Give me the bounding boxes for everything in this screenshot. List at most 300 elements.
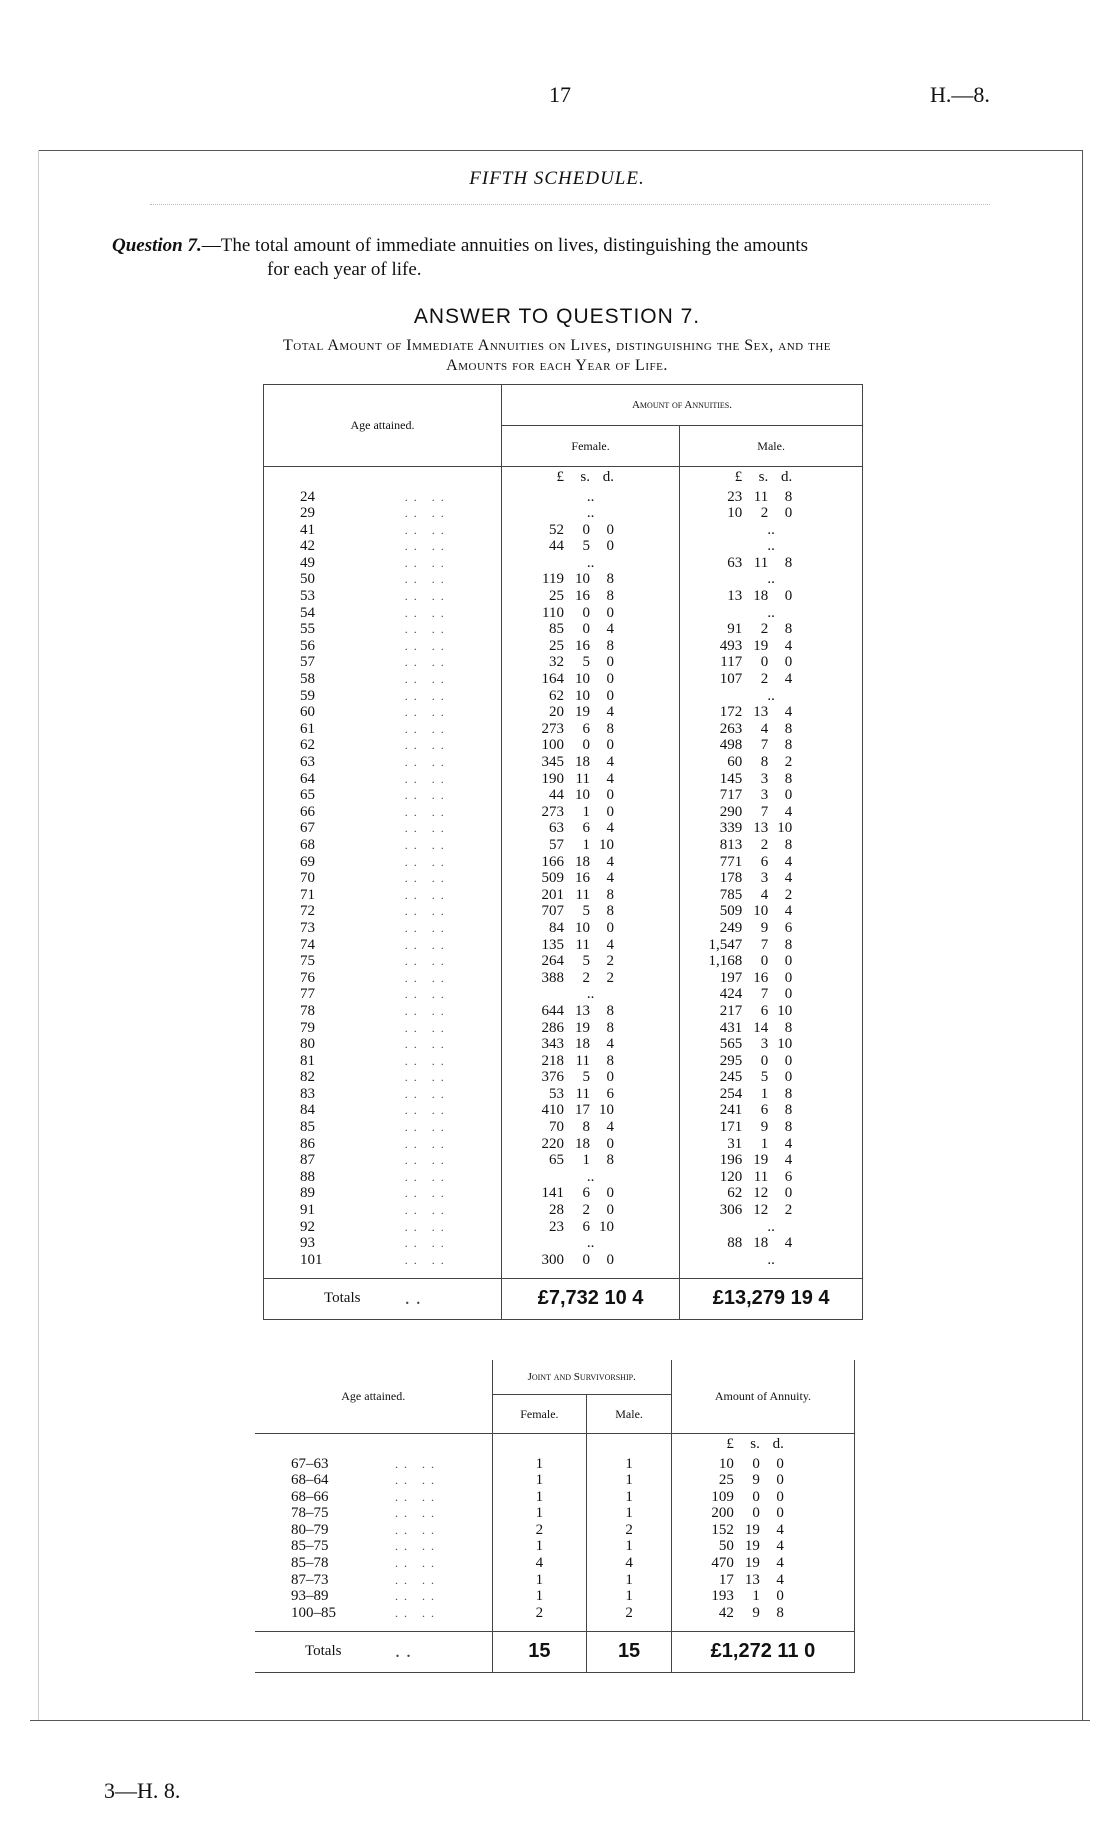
- totals-leader: ..: [405, 1278, 502, 1319]
- male-amount-cell: 62 12 0: [680, 1185, 863, 1202]
- age-pair-cell: 68–64: [291, 1472, 329, 1489]
- age-cell: 57: [264, 654, 405, 671]
- table-row: [255, 1605, 855, 1622]
- female-amount-cell: 53 11 6: [501, 1086, 679, 1103]
- male-amount-cell: 23 11 8: [680, 489, 863, 506]
- table-row: [264, 1136, 863, 1153]
- age-cell: 68: [264, 837, 405, 854]
- age-cell: 79: [264, 1020, 405, 1037]
- female-amount-cell: 28 2 0: [501, 1202, 679, 1219]
- female-amount-cell: 85 0 4: [501, 621, 679, 638]
- table-row: [264, 1069, 863, 1086]
- age-cell: 92: [264, 1219, 405, 1236]
- age-cell: 87: [264, 1152, 405, 1169]
- female-count-cell: 2: [492, 1522, 587, 1539]
- male-amount-cell: 91 2 8: [680, 621, 863, 638]
- col-female-header: Female.: [501, 426, 679, 467]
- age-cell: 65: [264, 787, 405, 804]
- female-amount-cell: 23 6 10: [501, 1219, 679, 1236]
- table-row: [264, 1053, 863, 1070]
- female-amount-cell: 65 1 8: [501, 1152, 679, 1169]
- totals-female: £7,732 10 4: [501, 1278, 679, 1319]
- annuity-amount-cell: 470 19 4: [671, 1555, 854, 1572]
- table-row: [264, 621, 863, 638]
- age-cell: 83: [264, 1086, 405, 1103]
- leader-dots: .. ..: [405, 970, 502, 987]
- question-block: [112, 234, 1012, 282]
- leader-dots: .. ..: [405, 671, 502, 688]
- table-row: [264, 721, 863, 738]
- leader-dots: .. ..: [405, 903, 502, 920]
- table-row: [264, 754, 863, 771]
- leader-dots: .. ..: [405, 1202, 502, 1219]
- male-amount-cell: 13 18 0: [680, 588, 863, 605]
- t2-col-joint-header: Joint and Survivorship.: [492, 1360, 671, 1395]
- table-row: [255, 1456, 855, 1473]
- annuity-amount-cell: 10 0 0: [671, 1456, 854, 1473]
- subtitle-line-1: Total Amount of Immediate Annuities on Lives, distinguishing the Sex, and the: [282, 337, 832, 354]
- age-pair-cell: 68–66: [291, 1488, 329, 1505]
- male-amount-cell: 290 7 4: [680, 804, 863, 821]
- annuity-amount-cell: 200 0 0: [671, 1505, 854, 1522]
- female-amount-cell: 141 6 0: [501, 1185, 679, 1202]
- empty-marker: ..: [767, 604, 775, 621]
- table-row: [255, 1472, 855, 1489]
- female-amount-cell: 44 5 0: [501, 538, 679, 555]
- age-pair-cell: 100–85: [291, 1604, 336, 1621]
- col-amount-header: Amount of Annuities.: [501, 385, 862, 426]
- male-amount-cell: 295 0 0: [680, 1053, 863, 1070]
- male-amount-cell: 245 5 0: [680, 1069, 863, 1086]
- annuity-amount-cell: 42 9 8: [671, 1605, 854, 1622]
- leader-dots: .. ..: [405, 1169, 502, 1186]
- male-amount-cell: 120 11 6: [680, 1169, 863, 1186]
- table-row: [264, 704, 863, 721]
- female-count-cell: 1: [492, 1505, 587, 1522]
- leader-dots: .. ..: [395, 1472, 492, 1489]
- male-count-cell: 4: [587, 1555, 672, 1572]
- t2-unit-header: £ s. d.: [671, 1434, 854, 1456]
- leader-dots: .. ..: [405, 887, 502, 904]
- male-amount-cell: 117 0 0: [680, 654, 863, 671]
- t2-totals-male: 15: [587, 1631, 672, 1672]
- leader-dots: .. ..: [405, 1020, 502, 1037]
- age-cell: 84: [264, 1102, 405, 1119]
- male-amount-cell: 196 19 4: [680, 1152, 863, 1169]
- age-cell: 62: [264, 737, 405, 754]
- table-row: [255, 1505, 855, 1522]
- empty-marker: ..: [767, 538, 775, 555]
- male-amount-cell: 493 19 4: [680, 638, 863, 655]
- age-cell: 91: [264, 1202, 405, 1219]
- age-cell: 64: [264, 771, 405, 788]
- table-row: [264, 505, 863, 522]
- divider: [150, 204, 990, 205]
- age-cell: 54: [264, 605, 405, 622]
- leader-dots: .. ..: [405, 920, 502, 937]
- male-amount-cell: [680, 1252, 863, 1269]
- table-row: [264, 638, 863, 655]
- female-count-cell: 1: [492, 1456, 587, 1473]
- table-row: [255, 1572, 855, 1589]
- annuity-amount-cell: 25 9 0: [671, 1472, 854, 1489]
- schedule-title: FIFTH SCHEDULE.: [469, 168, 645, 189]
- female-amount-cell: 410 17 10: [501, 1102, 679, 1119]
- table-row: [255, 1489, 855, 1506]
- frame-right-rule: [1082, 150, 1083, 1720]
- empty-marker: ..: [767, 687, 775, 704]
- table-row: [264, 605, 863, 622]
- leader-dots: .. ..: [405, 505, 502, 522]
- leader-dots: .. ..: [405, 1136, 502, 1153]
- leader-dots: .. ..: [405, 1235, 502, 1252]
- empty-marker: ..: [767, 1251, 775, 1268]
- t2-totals-amount: £1,272 11 0: [671, 1631, 854, 1672]
- leader-dots: .. ..: [395, 1605, 492, 1622]
- male-amount-cell: 254 1 8: [680, 1086, 863, 1103]
- age-cell: 74: [264, 937, 405, 954]
- annuity-amount-cell: 17 13 4: [671, 1572, 854, 1589]
- female-amount-cell: 164 10 0: [501, 671, 679, 688]
- leader-dots: .. ..: [405, 1069, 502, 1086]
- totals-label: Totals: [264, 1278, 405, 1319]
- male-count-cell: 1: [587, 1505, 672, 1522]
- leader-dots: .. ..: [405, 1152, 502, 1169]
- col-age-header: Age attained.: [264, 385, 502, 467]
- answer-subtitle: [100, 336, 1014, 376]
- leader-dots: .. ..: [405, 854, 502, 871]
- female-amount-cell: 32 5 0: [501, 654, 679, 671]
- table-row: [264, 671, 863, 688]
- female-count-cell: 1: [492, 1472, 587, 1489]
- male-amount-cell: 813 2 8: [680, 837, 863, 854]
- table-row: [264, 1169, 863, 1186]
- male-count-cell: 1: [587, 1572, 672, 1589]
- female-count-cell: 1: [492, 1538, 587, 1555]
- table-row: [264, 571, 863, 588]
- leader-dots: .. ..: [405, 1003, 502, 1020]
- question-text-2: for each year of life.: [267, 259, 422, 280]
- leader-dots: .. ..: [405, 522, 502, 539]
- annuity-amount-cell: 109 0 0: [671, 1489, 854, 1506]
- leader-dots: .. ..: [405, 1119, 502, 1136]
- age-cell: 50: [264, 571, 405, 588]
- female-amount-cell: 644 13 8: [501, 1003, 679, 1020]
- table-row: [264, 538, 863, 555]
- table-row: [264, 771, 863, 788]
- female-amount-cell: [501, 1235, 679, 1252]
- table-row: [264, 804, 863, 821]
- male-amount-cell: [680, 522, 863, 539]
- table-row: [264, 787, 863, 804]
- female-amount-cell: 119 10 8: [501, 571, 679, 588]
- table-row: [264, 1219, 863, 1236]
- male-amount-cell: 771 6 4: [680, 854, 863, 871]
- table-row: [264, 1235, 863, 1252]
- question-label: Question 7.: [112, 235, 202, 256]
- age-pair-cell: 87–73: [291, 1571, 329, 1588]
- leader-dots: .. ..: [405, 986, 502, 1003]
- leader-dots: .. ..: [405, 1086, 502, 1103]
- table-row: [264, 688, 863, 705]
- male-amount-cell: [680, 688, 863, 705]
- empty-marker: ..: [767, 1218, 775, 1235]
- age-cell: 93: [264, 1235, 405, 1252]
- female-amount-cell: 63 6 4: [501, 820, 679, 837]
- age-pair-cell: 85–75: [291, 1538, 329, 1555]
- male-unit-header: £ s. d.: [680, 467, 863, 489]
- female-unit-header: £ s. d.: [501, 467, 679, 489]
- male-amount-cell: [680, 571, 863, 588]
- table-row: [264, 1020, 863, 1037]
- age-cell: 75: [264, 953, 405, 970]
- leader-dots: .. ..: [405, 588, 502, 605]
- female-amount-cell: 135 11 4: [501, 937, 679, 954]
- male-amount-cell: 171 9 8: [680, 1119, 863, 1136]
- female-amount-cell: [501, 489, 679, 506]
- age-cell: 70: [264, 870, 405, 887]
- age-cell: 85: [264, 1119, 405, 1136]
- male-count-cell: 2: [587, 1522, 672, 1539]
- table-row: [264, 737, 863, 754]
- leader-dots: .. ..: [405, 688, 502, 705]
- table-row: [264, 489, 863, 506]
- female-amount-cell: 44 10 0: [501, 787, 679, 804]
- age-cell: 61: [264, 721, 405, 738]
- t2-col-female-header: Female.: [492, 1395, 587, 1434]
- leader-dots: .. ..: [405, 1252, 502, 1269]
- age-cell: 73: [264, 920, 405, 937]
- male-amount-cell: 717 3 0: [680, 787, 863, 804]
- table-row: [264, 654, 863, 671]
- male-amount-cell: 60 8 2: [680, 754, 863, 771]
- female-count-cell: 4: [492, 1555, 587, 1572]
- leader-dots: .. ..: [405, 489, 502, 506]
- female-amount-cell: 25 16 8: [501, 588, 679, 605]
- age-cell: 41: [264, 522, 405, 539]
- female-amount-cell: [501, 505, 679, 522]
- empty-marker: ..: [586, 1235, 595, 1252]
- female-amount-cell: 220 18 0: [501, 1136, 679, 1153]
- female-amount-cell: 25 16 8: [501, 638, 679, 655]
- male-amount-cell: 431 14 8: [680, 1020, 863, 1037]
- male-amount-cell: 306 12 2: [680, 1202, 863, 1219]
- table-row: [264, 1119, 863, 1136]
- female-amount-cell: 345 18 4: [501, 754, 679, 771]
- question-text-1: —The total amount of immediate annuities on lives, distinguishing the amounts: [201, 235, 809, 256]
- age-cell: 89: [264, 1185, 405, 1202]
- table-row: [264, 854, 863, 871]
- frame-bottom-rule: [30, 1720, 1090, 1721]
- leader-dots: .. ..: [405, 870, 502, 887]
- page-reference: H.—8.: [930, 82, 990, 107]
- leader-dots: .. ..: [395, 1505, 492, 1522]
- table-row: [264, 903, 863, 920]
- table-row: [264, 1102, 863, 1119]
- age-cell: 24: [264, 489, 405, 506]
- male-count-cell: 2: [587, 1605, 672, 1622]
- empty-marker: ..: [586, 505, 595, 522]
- age-cell: 82: [264, 1069, 405, 1086]
- leader-dots: .. ..: [405, 605, 502, 622]
- leader-dots: .. ..: [405, 638, 502, 655]
- age-cell: 29: [264, 505, 405, 522]
- age-pair-cell: 80–79: [291, 1521, 329, 1538]
- leader-dots: .. ..: [405, 621, 502, 638]
- leader-dots: .. ..: [395, 1522, 492, 1539]
- female-count-cell: 1: [492, 1572, 587, 1589]
- male-count-cell: 1: [587, 1588, 672, 1605]
- leader-dots: .. ..: [395, 1456, 492, 1473]
- table-row: [264, 837, 863, 854]
- male-amount-cell: 241 6 8: [680, 1102, 863, 1119]
- table-row: [264, 920, 863, 937]
- female-amount-cell: 273 1 0: [501, 804, 679, 821]
- table-row: [264, 1086, 863, 1103]
- female-count-cell: 2: [492, 1605, 587, 1622]
- empty-marker: ..: [767, 521, 775, 538]
- male-amount-cell: 339 13 10: [680, 820, 863, 837]
- leader-dots: .. ..: [405, 1053, 502, 1070]
- male-amount-cell: 197 16 0: [680, 970, 863, 987]
- female-amount-cell: 20 19 4: [501, 704, 679, 721]
- leader-dots: .. ..: [405, 937, 502, 954]
- age-cell: 72: [264, 903, 405, 920]
- age-cell: 60: [264, 704, 405, 721]
- male-amount-cell: 107 2 4: [680, 671, 863, 688]
- male-amount-cell: [680, 538, 863, 555]
- leader-dots: .. ..: [405, 704, 502, 721]
- female-amount-cell: 273 6 8: [501, 721, 679, 738]
- male-amount-cell: 565 3 10: [680, 1036, 863, 1053]
- female-amount-cell: 166 18 4: [501, 854, 679, 871]
- female-count-cell: 1: [492, 1588, 587, 1605]
- age-cell: 101: [264, 1252, 405, 1269]
- age-cell: 66: [264, 804, 405, 821]
- female-count-cell: 1: [492, 1489, 587, 1506]
- leader-dots: .. ..: [405, 1102, 502, 1119]
- leader-dots: .. ..: [395, 1538, 492, 1555]
- t2-col-age-header: Age attained.: [255, 1360, 492, 1434]
- empty-marker: ..: [586, 1168, 595, 1185]
- annuity-amount-cell: 152 19 4: [671, 1522, 854, 1539]
- male-amount-cell: 10 2 0: [680, 505, 863, 522]
- table-row: [264, 555, 863, 572]
- age-cell: 55: [264, 621, 405, 638]
- female-amount-cell: 100 0 0: [501, 737, 679, 754]
- age-cell: 42: [264, 538, 405, 555]
- age-cell: 69: [264, 854, 405, 871]
- male-amount-cell: [680, 1219, 863, 1236]
- female-amount-cell: [501, 1169, 679, 1186]
- leader-dots: .. ..: [405, 571, 502, 588]
- female-amount-cell: 70 8 4: [501, 1119, 679, 1136]
- annuities-by-age-table: [263, 384, 863, 1320]
- male-amount-cell: 172 13 4: [680, 704, 863, 721]
- frame-top-rule: [38, 150, 1083, 151]
- female-amount-cell: [501, 555, 679, 572]
- age-cell: 80: [264, 1036, 405, 1053]
- table-row: [264, 970, 863, 987]
- table-row: [264, 986, 863, 1003]
- male-amount-cell: 178 3 4: [680, 870, 863, 887]
- empty-marker: ..: [586, 488, 595, 505]
- leader-dots: .. ..: [395, 1572, 492, 1589]
- male-amount-cell: 1,547 7 8: [680, 937, 863, 954]
- age-cell: 58: [264, 671, 405, 688]
- table-row: [264, 870, 863, 887]
- col-male-header: Male.: [680, 426, 863, 467]
- female-amount-cell: 707 5 8: [501, 903, 679, 920]
- female-amount-cell: 376 5 0: [501, 1069, 679, 1086]
- table-row: [255, 1538, 855, 1555]
- leader-dots: .. ..: [405, 771, 502, 788]
- table-row: [264, 1036, 863, 1053]
- empty-marker: ..: [586, 986, 595, 1003]
- leader-dots: .. ..: [405, 654, 502, 671]
- empty-marker: ..: [586, 554, 595, 571]
- leader-dots: .. ..: [405, 555, 502, 572]
- female-amount-cell: 52 0 0: [501, 522, 679, 539]
- leader-dots: .. ..: [405, 787, 502, 804]
- female-amount-cell: 264 5 2: [501, 953, 679, 970]
- t2-col-amount-header: Amount of Annuity.: [671, 1360, 854, 1434]
- age-pair-cell: 93–89: [291, 1588, 329, 1605]
- page-number: 17: [549, 82, 571, 107]
- table-row: [264, 820, 863, 837]
- leader-dots: .. ..: [405, 837, 502, 854]
- table-row: [264, 887, 863, 904]
- male-count-cell: 1: [587, 1472, 672, 1489]
- leader-dots: .. ..: [405, 820, 502, 837]
- answer-title: ANSWER TO QUESTION 7.: [413, 305, 701, 328]
- male-amount-cell: 88 18 4: [680, 1235, 863, 1252]
- age-cell: 77: [264, 986, 405, 1003]
- female-amount-cell: 343 18 4: [501, 1036, 679, 1053]
- female-amount-cell: 62 10 0: [501, 688, 679, 705]
- male-amount-cell: 249 9 6: [680, 920, 863, 937]
- male-count-cell: 1: [587, 1456, 672, 1473]
- leader-dots: .. ..: [395, 1555, 492, 1572]
- female-amount-cell: 300 0 0: [501, 1252, 679, 1269]
- leader-dots: .. ..: [405, 1185, 502, 1202]
- leader-dots: .. ..: [405, 1036, 502, 1053]
- annuity-amount-cell: 193 1 0: [671, 1588, 854, 1605]
- table-row: [264, 953, 863, 970]
- age-cell: 59: [264, 688, 405, 705]
- totals-male: £13,279 19 4: [680, 1278, 863, 1319]
- age-cell: 81: [264, 1053, 405, 1070]
- leader-dots: .. ..: [405, 538, 502, 555]
- leader-dots: .. ..: [405, 721, 502, 738]
- table-row: [264, 522, 863, 539]
- female-amount-cell: 286 19 8: [501, 1020, 679, 1037]
- age-cell: 67: [264, 820, 405, 837]
- male-amount-cell: 145 3 8: [680, 771, 863, 788]
- leader-dots: .. ..: [395, 1489, 492, 1506]
- table-row: [264, 1252, 863, 1269]
- leader-dots: .. ..: [405, 754, 502, 771]
- leader-dots: .. ..: [405, 953, 502, 970]
- annuity-amount-cell: 50 19 4: [671, 1538, 854, 1555]
- joint-survivorship-table: [255, 1360, 855, 1673]
- table-row: [264, 1003, 863, 1020]
- female-amount-cell: 57 1 10: [501, 837, 679, 854]
- female-amount-cell: 509 16 4: [501, 870, 679, 887]
- frame-left-rule: [38, 150, 39, 1720]
- male-amount-cell: 509 10 4: [680, 903, 863, 920]
- male-amount-cell: 1,168 0 0: [680, 953, 863, 970]
